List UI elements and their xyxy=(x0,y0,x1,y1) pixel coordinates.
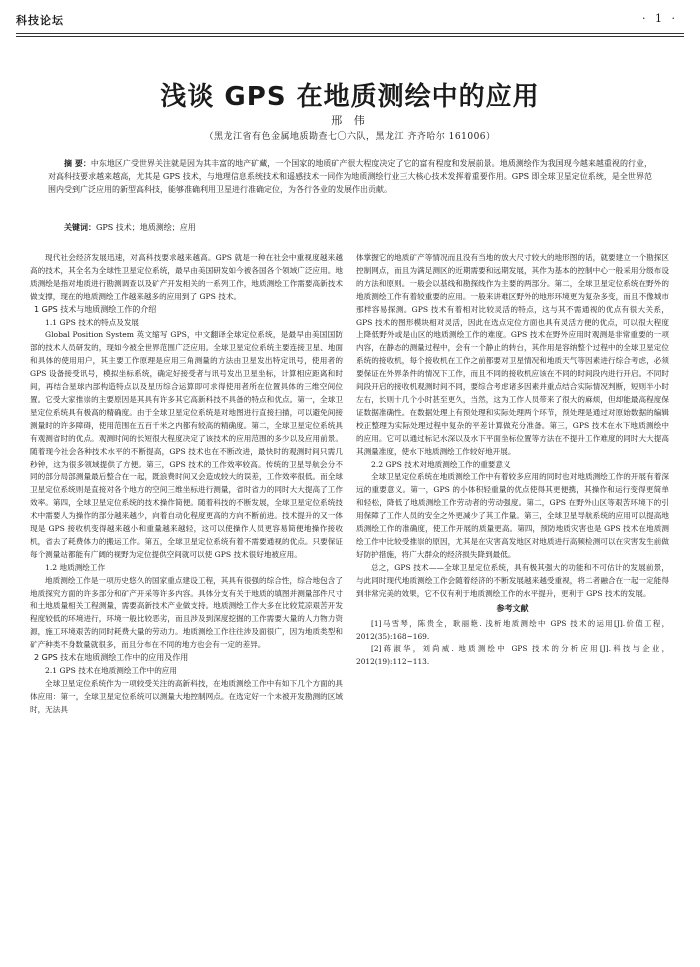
references-heading: 参考文献 xyxy=(496,604,529,614)
page-number: · 1 · xyxy=(642,12,678,25)
keywords-text: GPS 技术；地质测绘；应用 xyxy=(96,223,196,232)
section-heading: 1 GPS 技术与地质测绘工作的介绍 xyxy=(34,304,157,314)
author-affiliation: （黑龙江省有色金属地质勘查七〇六队，黑龙江 齐齐哈尔 161006） xyxy=(204,132,496,142)
reference-entry: [1]马雪琴，陈贵全，耿丽艳. 浅析地质测绘中 GPS 技术的运用[J].价值工程，2012(35):168~169. xyxy=(356,619,669,641)
journal-section: 科技论坛 xyxy=(16,14,64,27)
body-right-column xyxy=(356,252,669,668)
body-left-column xyxy=(30,252,343,717)
header-rule xyxy=(16,33,684,34)
header-rule-thin xyxy=(16,36,684,37)
abstract xyxy=(48,157,652,196)
subsection-heading: 2.1 GPS 技术在地质测绘工作中的应用 xyxy=(45,666,177,675)
keywords-label: 关键词： xyxy=(64,223,96,232)
paragraph: 地质测绘工作是一项历史悠久的国家重点建设工程，其具有很强的综合性，综合地包含了地质探究方面的许多部分和矿产开采等许多内容。具体分支有关于地质的填图并测量部件尺寸和土地质量相关工程测量，需要高新技术产业做支持。地质测绘工作大多在比较荒凉艰苦开发程度较低的环境进行，环境一般比较恶劣，而且涉及到深度挖掘的工作需要大量的人力物力资源，施工环境艰苦的同时耗费大量的劳动力。地质测绘工作往往涉及面很广，因为地质类型和矿产种类不身数量就很多，而且分布在不同的地方也会有一定的差异。 xyxy=(30,575,343,650)
paragraph: Global Position System 英文缩写 GPS，中文翻译全球定位系统，是最早由美国国防部的技术人员研发的，现如今被全世界范围广泛应用。全球卫星定位系统主要连接卫星、地面和具体的使用用户，其主要工作原理是应用三角测量的方法由卫星发出特定讯号，使用者的 GPS 设备接受讯号，模拟坐标系统，确定好接受者与讯号发出卫星坐标，计算相应距离和时间，再结合星球内部构造特点以及星历综合运算即可求得使用者所在位置具体的三维空间位置。它受大家推崇的主要原因是其具有许多其它高新科技不具备的特点和优点。第一，全球卫星定位系统具有极高的精确度。由于全球卫星定位系统是对地图进行直接扫描，可以避免间接测量时的许多障碍，使用范围在五百千米之内都有较高的精确度。第二，全球卫星定位系统具有观测省时的优点。观测时间的长短很大程度决定了该技术的应用范围的多少以及应用前景。随着现今社会各种技术水平的不断提高，GPS 技术也在不断改进，最快时的观测时间只需几秒钟，这为很多领域提供了方便。第三，GPS 技术的工作效率较高。传统的卫星导航会分不同的部分局部测量最后整合在一起，既浪费时间又会造成较大的误差，工作效率很低。而全球卫星定位系统则是直接对各个地方的空间三维坐标进行测量，省时省力的同时大大提高了工作效率。第四，全球卫星定位系统的技术操作简便。随着科技的不断发展，全球卫星定位系统技术中需要人为操作的部分越来越少，向着自动化程度更高的方向不断前进。技术提升的又一体现是 GPS 接收机变得越来越小和重量越来越轻，这可以使操作人员更容易简便地操作接收机，省去了耗费体力的搬运工作。第五，全球卫星定位系统有着不需要通视的优点。只要保证每个测量站都能有广阔的视野为定位提供空间就可以使 GPS 技术很好地被应用。 xyxy=(30,330,343,559)
abstract-text: 中东地区广受世界关注就是因为其丰富的地产矿藏，一个国家的地质矿产很大程度决定了它的富有程度和发展前景。地质测绘作为我国现今越来越重视的行业，对高科技要求越来越高，尤其是 GPS 技术，与地理信息系统技术和遥感技术一同作为地质测绘行业三大核心技术发挥着重要作用。GPS 即全球卫星定位系统，是全世界范围内受到广泛应用的新型高科技，能够准确利用卫星进行准确定位，为各行各业的发展作出贡献。 xyxy=(48,159,652,194)
running-header xyxy=(16,8,684,30)
subsection-heading: 1.1 GPS 技术的特点及发展 xyxy=(45,317,140,327)
keywords xyxy=(64,222,196,233)
author-name: 邢 伟 xyxy=(331,114,369,127)
paragraph: 全球卫星定位系统在地质测绘工作中有着较多应用的同时也对地质测绘工作的开展有着深远的重要意义。第一，GPS 的小体积轻重量的优点使得其更便携，其操作和运行变得更简单和轻松，降低了地质测绘工作劳动者的劳动强度。第二，GPS 在野外山区等艰苦环境下的引用保障了工作人员的安全之外更减少了其工作量。第三，全球卫星导航系统的应用可以提高地质测绘工作的准确度，使工作开展的质量更高。第四，预防地质灾害也是 GPS 技术在地质测绘工作中比较受推崇的原因，尤其是在灾害高发地区对地质进行高频检测可以在灾害发生前做好防护措施，将广大群众的经济损失降到最低。 xyxy=(356,472,669,559)
reference-entry: [2]蒋淑华，刘尚威. 地质测绘中 GPS 技术的分析应用[J].科技与企业，2012(19):112~113. xyxy=(356,644,669,666)
subsection-heading: 1.2 地质测绘工作 xyxy=(45,562,106,572)
paragraph: 现代社会经济发展迅速，对高科技要求越来越高。GPS 就是一种在社会中重视度越来越高的技术，其全名为全球性卫星定位系统，最早由美国研发如今被各国各个领域广泛应用。地质测绘是指对地质进行勘测调查以及矿产开发相关的一系列工作，地质测绘工作需要高新技术做支撑，现在的地质测绘工作越来越多的应用到了 GPS 技术。 xyxy=(30,253,343,301)
paragraph: 体掌握它的地质矿产等情况而且没有当地的放大尺寸较大的地形图的话，就要建立一个勘探区控制网点，而且为满足测区的近期需要和远期发展，其作为基本的控制中心一般采用分级布设的方法和原则。一般会以基线和勘探线作为主要的两部分。第二，全球卫星定位系统在野外的地质测绘工作有着较重要的应用。一般来讲难区野外的地形环境更为复杂多变，而且不像城市那样容易探测。GPS 技术有着相对比较灵活的特点，这与其不需通视的优点有很大关系，GPS 技术的图形模块相对灵活，因此在选点定位方面也具有灵活方便的优点，可以很大程度上降低野外或是山区的地质测绘工作的难度。GPS 技术在野外应用时观测是非常重要的一项内容，在静态的测量过程中，会有一个静止的转台，其作用是容纳整个过程中的全球卫星定位系统的接收机，每个接收机在工作之前都要对卫星情况和地质天气等因素进行综合考虑，必须要保证在外界条件的情况下工作，而且不同的接收机应该在不同的时间段内进行开启。不同时间段开启的接收机观测时间不同，要综合考虑诸多因素并重点结合实际情况判断，短则半小时左右，长则十几个小时甚至更久，当然，这为工作人员带来了很大的麻烦，但却能最高程度保证数据准确性。在数据处理上有预处理和实际处理两个环节，预处理是通过对原始数据的编辑校正整理为实际处理过程中复杂的平差计算做充分准备。第三，GPS 技术在水下地质测绘中的应用。它可以通过标记水深以及水下平面坐标位置等方法在不提升工作难度的同时大大提高其测量准度，使水下地质测绘工作较好地开展。 xyxy=(356,253,669,456)
subsection-heading: 2.2 GPS 技术对地质测绘工作的重要意义 xyxy=(371,459,511,469)
paragraph: 全球卫星定位系统作为一项较受关注的高新科技，在地质测绘工作中有如下几个方面的具体应用：第一，全球卫星定位系统可以测量大地控制网点。在选定好一个未被开发勘测的区域时，无法具 xyxy=(30,678,343,714)
article-title: 浅谈 GPS 在地质测绘中的应用 xyxy=(160,82,540,112)
paragraph: 总之，GPS 技术——全球卫星定位系统，具有极其强大的功能和不可估计的发展前景，与此同时现代地质测绘工作会随着经济的不断发展越来越受重视，将二者融合在一起一定能得到非常完美的效果，它不仅有利于地质测绘工作的水平提升，更利于 GPS 技术的发展。 xyxy=(356,562,669,598)
section-heading: 2 GPS 技术在地质测绘工作中的应用及作用 xyxy=(34,653,189,663)
abstract-label: 摘 要： xyxy=(64,159,91,168)
